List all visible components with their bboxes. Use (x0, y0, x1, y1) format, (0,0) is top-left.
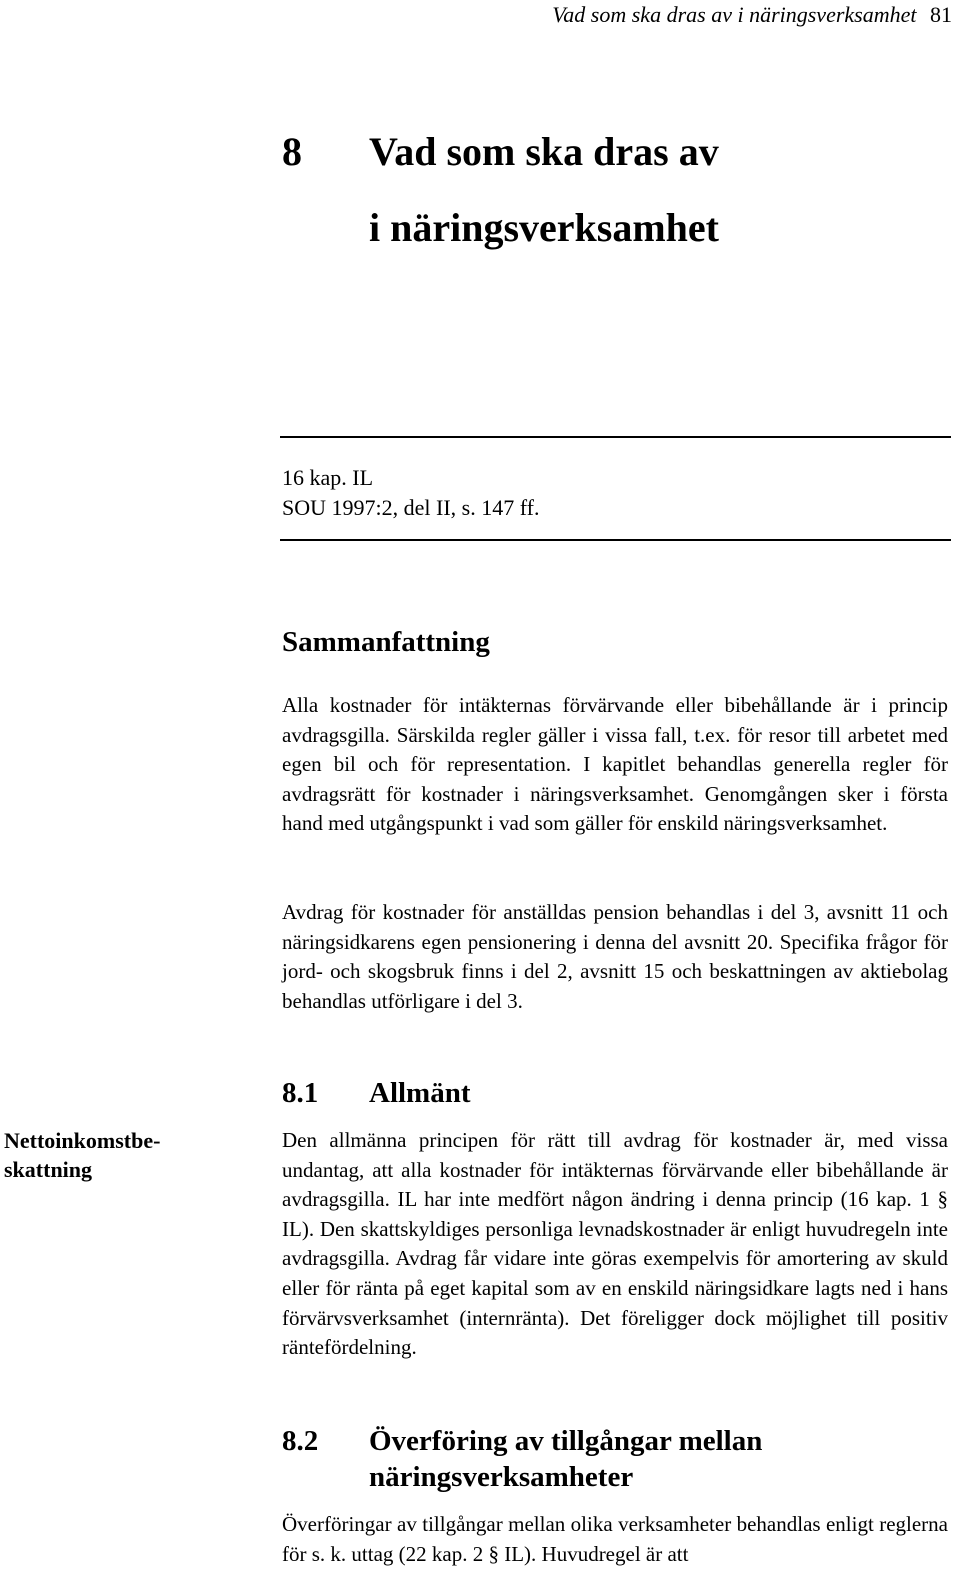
section-number: 8.2 (282, 1425, 319, 1457)
reference-law: 16 kap. IL (282, 465, 374, 490)
summary-heading: Sammanfattning (282, 626, 490, 658)
chapter-title-line-2: i näringsverksamhet (369, 205, 719, 250)
chapter-title-line-1: Vad som ska dras av (369, 129, 719, 174)
summary-paragraph-1: Alla kostnader för intäkternas förvärvande eller bibehållande är i princip avdragsgilla. Särskilda regler gäller i vissa fall, t.ex. för resor till arbetet med egen bil och för representation. I kapitlet behandlas generella regler för avdragsrätt för kostnader i näringsverksamhet. Genomgången sker i första hand med utgångspunkt i vad som gäller för enskild näringsverksamhet. (282, 693, 948, 836)
top-rule (280, 436, 951, 438)
margin-note (4, 1126, 214, 1184)
section-title: Allmänt (369, 1077, 471, 1109)
chapter-title-text (369, 128, 929, 252)
section-heading-8-1 (282, 1075, 952, 1111)
section-title: Överföring av tillgångar mellan näringsverksamheter (369, 1425, 763, 1493)
reference-sou: SOU 1997:2, del II, s. 147 ff. (282, 495, 540, 520)
section-8-2-paragraph: Överföringar av tillgångar mellan olika verksamheter behandlas enligt reglerna för s. k. uttag (22 kap. 2 § IL). Huvudregel är att (282, 1512, 948, 1566)
bottom-rule (280, 539, 951, 541)
section-heading-8-2 (282, 1423, 952, 1495)
chapter-number: 8 (282, 129, 302, 174)
margin-note-line-2: skattning (4, 1157, 93, 1182)
section-8-1-paragraph: Den allmänna principen för rätt till avdrag för kostnader är, med vissa undantag, att alla kostnader för intäkternas förvärvande eller bibehållande är avdragsgilla. IL har inte medfört någon ändring i denna princip (16 kap. 1 § IL). Den skattskyldiges personliga levnadskostnader är enligt huvudregeln inte avdragsgilla. Avdrag får vidare inte göras exempelvis för amortering av skuld eller för ränta på eget kapital som av en enskild näringsidkare lagts ned i hans förvärvsverksamhet (internränta). Det föreligger dock möjlighet till positiv räntefördelning. (282, 1128, 948, 1360)
running-header-title: Vad som ska dras av i näringsverksamhet (552, 2, 917, 27)
page-number: 81 (930, 2, 952, 27)
section-number: 8.1 (282, 1077, 319, 1109)
margin-note-line-1: Nettoinkomstbe- (4, 1128, 161, 1153)
chapter-title (282, 128, 922, 250)
running-header (552, 2, 952, 28)
references-box (282, 463, 539, 523)
summary-paragraph-2: Avdrag för kostnader för anställdas pension behandlas i del 3, avsnitt 11 och näringsidkarens egen pensionering i denna del avsnitt 20. Specifika frågor för jord- och skogsbruk finns i del 2, avsnitt 15 och beskattningen av aktiebolag behandlas utförligare i del 3. (282, 900, 948, 1013)
